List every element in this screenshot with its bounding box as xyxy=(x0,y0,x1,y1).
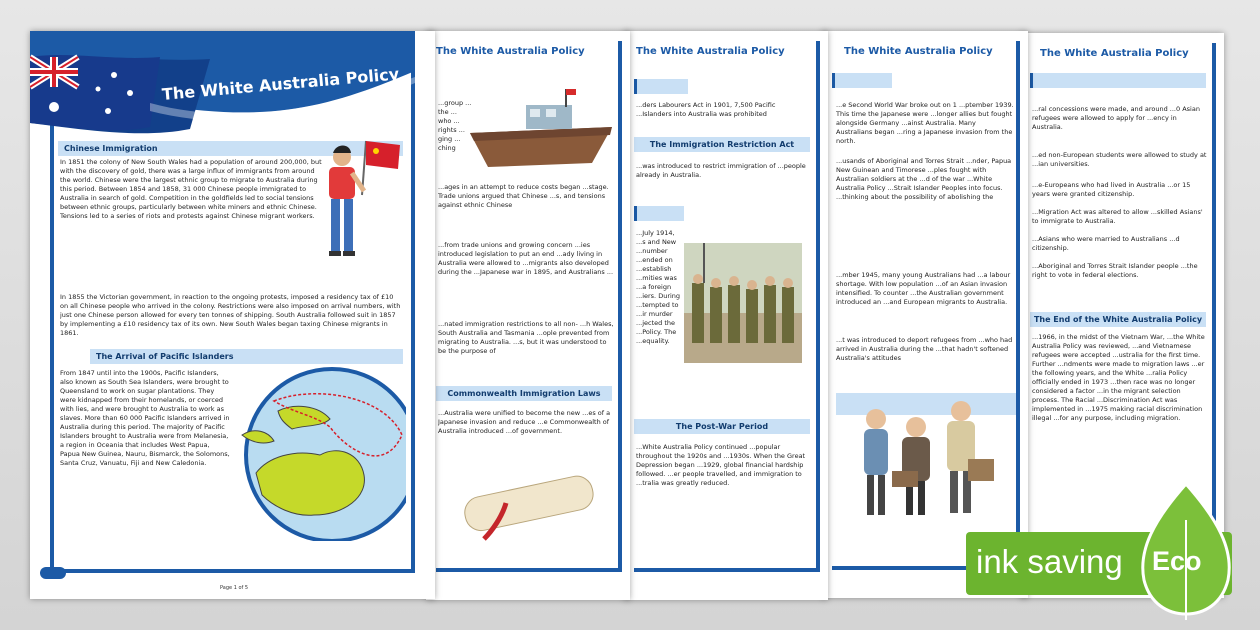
section-heading: The End of the White Australia Policy xyxy=(1030,312,1206,327)
body-text: In 1851 the colony of New South Wales had a population of around 200,000, but with the discovery of gold, there was a large influx of immigrants from around the world. Chinese were the largest ethnic group to migrate to Australia during this period. Between 1854 and 1858, 31 000 Chinese people immigrated to Australia in search of gold. Competition in the goldfields led to social tensions between ethnic groups, particularly between white miners and ethnic Chinese. Tensions led to a series of riots and protests against Chinese migrant workers. xyxy=(60,158,322,220)
section-bar xyxy=(1030,73,1206,88)
body-text: ...group ... the ... who ... rights ... ging ... ching xyxy=(438,99,472,152)
body-text: ...t was introduced to deport refugees from ...who had arrived in Australia during the ...that hadn't softened Australia's attitudes xyxy=(836,336,1013,362)
child-1 xyxy=(864,409,888,515)
body-text: In 1855 the Victorian government, in reaction to the ongoing protests, imposed a residency tax of £10 on all Chinese people who arrived in the colony. Restrictions were also imposed on arrival numbers, with just one Chinese person allowed for every ten tonnes of shipping. South Australia followed suit in 1857 by implementing a £10 residency tax of its own. New South Wales began taxing Chinese migrants in 1861. xyxy=(60,293,401,337)
page-title: The White Australia Policy xyxy=(161,64,400,104)
body-text: ...from trade unions and growing concern ...ies introduced legislation to put an end ...ady living in Australia were allowed to ...migrants also developed during the ...Japanese war in 1895, and Australians ... xyxy=(438,241,614,276)
section-heading: The Immigration Restriction Act xyxy=(634,137,810,152)
page-title: The White Australia Policy xyxy=(436,46,585,57)
body-text: ...Migration Act was altered to allow ...skilled Asians' to immigrate to Australia. xyxy=(1032,208,1203,225)
section-heading: Commonwealth Immigration Laws xyxy=(436,386,612,401)
body-text: ...Australia were unified to become the new ...es of a Japanese invasion and reduce ...e Commonwealth of Australia introduced ...of government. xyxy=(438,409,611,435)
body-text: ...e Second World War broke out on 1 ...ptember 1939. This time the Japanese were ...longer allies but fought alongside Germany ...ainst Australia. Many Australians began ...ring a Japanese invasion from the north. xyxy=(836,101,1014,145)
body-text: ...ral concessions were made, and around ...0 Asian refugees were allowed to apply for ...ency in Australia. xyxy=(1032,105,1200,131)
worksheet-page-1 xyxy=(30,31,435,599)
scroll-illustration xyxy=(446,471,606,543)
twinkl-logo xyxy=(40,567,66,579)
children-illustration xyxy=(836,389,1016,539)
child-2 xyxy=(892,417,930,515)
body-text: ...ed non-European students were allowed to study at ...ian universities. xyxy=(1032,151,1207,168)
body-text: ...ders Labourers Act in 1901, 7,500 Pacific ...Islanders into Australia was prohibited xyxy=(636,101,776,118)
ink-saving-label: ink saving xyxy=(976,543,1123,580)
boy-with-flag-illustration xyxy=(320,135,402,260)
section-heading: The Post-War Period xyxy=(634,419,810,434)
body-text: ...nated immigration restrictions to all non- ...h Wales, South Australia and Tasmania ...ople prevented from migrating to Australia. ...s, but it was understood to be the purpose of xyxy=(438,320,614,355)
australian-flag-icon xyxy=(30,55,160,130)
body-text: ...Aboriginal and Torres Strait Islander people ...the right to vote in federal elections. xyxy=(1032,262,1198,279)
eco-label: Eco xyxy=(1152,546,1202,576)
pacific-map-illustration xyxy=(234,365,406,541)
child-3 xyxy=(947,401,994,513)
page-title: The White Australia Policy xyxy=(636,46,785,57)
soldiers-photo xyxy=(684,243,802,363)
body-text: ...ages in an attempt to reduce costs began ...stage. Trade unions argued that Chinese ...s, and tensions against ethnic Chinese xyxy=(438,183,609,209)
section-bar xyxy=(634,206,684,221)
body-text: ...Asians who were married to Australians ...d citizenship. xyxy=(1032,235,1180,252)
body-text: ...e-Europeans who had lived in Australia ...or 15 years were granted citizenship. xyxy=(1032,181,1191,198)
page-footer: Page 1 of 5 xyxy=(220,585,249,591)
body-text: ...was introduced to restrict immigration of ...people already in Australia. xyxy=(636,162,806,179)
page-title: The White Australia Policy xyxy=(844,46,993,57)
section-bar xyxy=(634,79,688,94)
worksheet-page-3 xyxy=(624,31,828,600)
body-text: ...usands of Aboriginal and Torres Strait ...nder, Papua New Guinean and Timorese ...ples fought with Australian soldiers at the ...d of the war ...White Australia Policy ...Strait Islander Peoples into focus. ...thinking about the possibility of abolishing the xyxy=(836,157,1012,201)
page-title: The White Australia Policy xyxy=(1040,48,1189,59)
section-bar xyxy=(832,73,892,88)
section-heading: The Arrival of Pacific Islanders xyxy=(90,349,403,364)
section-heading: Chinese Immigration xyxy=(58,141,403,156)
body-text: ...mber 1945, many young Australians had ...a labour shortage. With low population ...of an Asian invasion intensified. To counter ...the Australian government introduced an ...and European migrants to Australia. xyxy=(836,271,1011,306)
worksheet-page-2 xyxy=(426,31,630,600)
boat-illustration xyxy=(466,87,616,173)
body-text: ...1966, in the midst of the Vietnam War, ...the White Australia Policy was reviewed, ...and Vietnamese refugees were accepted ...ustralia for the first time. Further ...ndments were made to migration laws ...er the following years, and the White ...ralia Policy officially ended in 1973 ...then race was no longer considered a factor ...in the migrant selection process. The Racial ...Discrimination Act was implemented in ...1975 making racial discrimination illegal ...for any purpose, including migration. xyxy=(1032,333,1205,422)
worksheet-page-4 xyxy=(822,31,1028,598)
body-text: ...White Australia Policy continued ...popular throughout the 1920s and ...1930s. When the Great Depression began ...1929, global financial hardship followed. ...er people travelled, and immigration to ...tralia was greatly reduced. xyxy=(636,443,806,487)
body-text: ...July 1914, ...s and New ...number ...ended on ...establish ...mities was ...a foreign ...iers. During ...tempted to ...ir murder ...jected the ...Policy. The ...equality. xyxy=(636,229,681,345)
body-text: From 1847 until into the 1900s, Pacific Islanders, also known as South Sea Islanders, were brought to Queensland to work on sugar plantations. They were kidnapped from their homelands, or coerced with lies, and were brought to Australia to work as slaves. More than 60 000 Pacific Islanders arrived in Australia during this period. The majority of Pacific Islanders brought to Australia were from Melanesia, a region in Oceania that includes West Papua, Papua New Guinea, Nauru, Bismarck, the Solomons, Santa Cruz, Vanuatu, Fiji and New Caledonia. xyxy=(60,369,230,467)
